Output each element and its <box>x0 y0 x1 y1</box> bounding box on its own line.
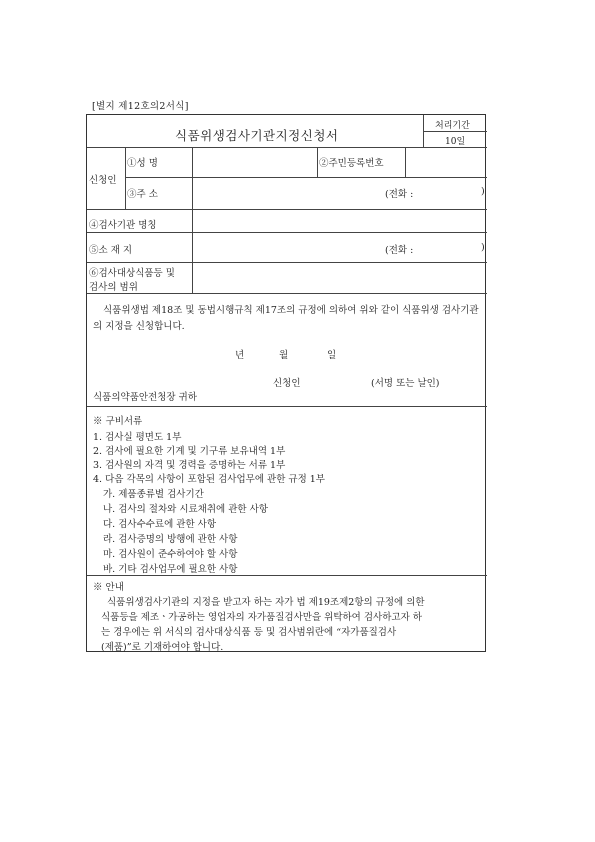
institution-name-label: ④검사기관 명칭 <box>89 220 157 231</box>
guide-header: ※ 안내 <box>93 582 124 593</box>
rule-statement-bottom <box>87 406 487 407</box>
address-phone-label: (전화 : <box>385 189 414 200</box>
location-phone-close: ) <box>481 242 485 253</box>
scope-field[interactable] <box>193 263 486 292</box>
applicant-group-label: 신청인 <box>89 175 117 186</box>
document-item: 3. 검사원의 자격 및 경력을 증명하는 서류 1부 <box>93 460 286 471</box>
address-phone-close: ) <box>481 186 485 197</box>
applicant-group-divider <box>125 147 126 209</box>
date-day: 일 <box>327 350 337 361</box>
form-title: 식품위생검사기관지정신청서 <box>175 128 339 143</box>
location-label: ⑤소 재 지 <box>89 245 133 256</box>
document-subitem: 바. 기타 검사업무에 필요한 사항 <box>103 564 238 575</box>
date-year: 년 <box>235 350 245 361</box>
guide-line: 식품위생검사기관의 지정을 받고자 하는 자가 법 제19조제2항의 규정에 의한 <box>107 597 425 608</box>
signature-note: (서명 또는 날인) <box>371 378 440 389</box>
guide-line: 는 경우에는 위 서식의 검사대상식품 등 및 검사범위란에 “자가품질검사 <box>101 627 397 638</box>
document-item: 2. 검사에 필요한 기계 및 기구류 보유내역 1부 <box>93 446 286 457</box>
document-subitem: 가. 제품종류별 검사기간 <box>103 489 204 500</box>
document-subitem: 다. 검사수수료에 관한 사항 <box>103 519 217 530</box>
rule-scope-bottom <box>87 293 487 294</box>
document-subitem: 나. 검사의 절차와 시료채취에 관한 사항 <box>103 504 268 515</box>
resident-number-field[interactable] <box>406 148 486 177</box>
location-phone-label: (전화 : <box>385 245 414 256</box>
name-label: ①성 명 <box>127 158 158 169</box>
location-field[interactable] <box>193 233 393 261</box>
applicant-sign-label: 신청인 <box>273 378 301 389</box>
guide-line: (제품)”로 기재하여야 합니다. <box>101 642 224 653</box>
processing-period-label: 처리기간 <box>435 121 470 131</box>
institution-name-field[interactable] <box>193 210 486 232</box>
resident-number-label: ②주민등록번호 <box>319 158 384 169</box>
processing-inner-rule <box>423 131 487 132</box>
rule-documents-bottom <box>87 575 487 576</box>
document-subitem: 라. 검사증명의 방행에 관한 사항 <box>103 534 238 545</box>
processing-period-value: 10일 <box>445 137 466 147</box>
documents-header: ※ 구비서류 <box>93 416 143 427</box>
guide-line: 식품등을 제조ㆍ가공하는 영업자의 자가품질검사만을 위탁하여 검사하고자 하 <box>101 612 422 623</box>
document-item: 4. 다음 각목의 사항이 포함된 검사업무에 관한 규정 1부 <box>93 474 325 485</box>
date-month: 월 <box>279 350 289 361</box>
address-field[interactable] <box>193 178 393 208</box>
name-field[interactable] <box>193 148 317 177</box>
document-item: 1. 검사실 평면도 1부 <box>93 432 182 443</box>
address-label: ③주 소 <box>127 189 158 200</box>
document-subitem: 마. 검사원이 준수하여야 할 사항 <box>103 549 238 560</box>
addressee: 식품의약품안전청장 귀하 <box>93 392 197 403</box>
application-form <box>86 114 486 652</box>
resident-divider <box>317 147 318 177</box>
scope-label-line1: ⑥검사대상식품등 및 <box>89 268 175 279</box>
form-reference: [별지 제12호의2서식] <box>92 101 189 112</box>
scope-label-line2: 검사의 범위 <box>89 282 138 293</box>
application-statement: 식품위생법 제18조 및 동법시행규칙 제17조의 규정에 의하여 위와 같이 식품위생 검사기관의 지정을 신청합니다. <box>93 305 479 332</box>
